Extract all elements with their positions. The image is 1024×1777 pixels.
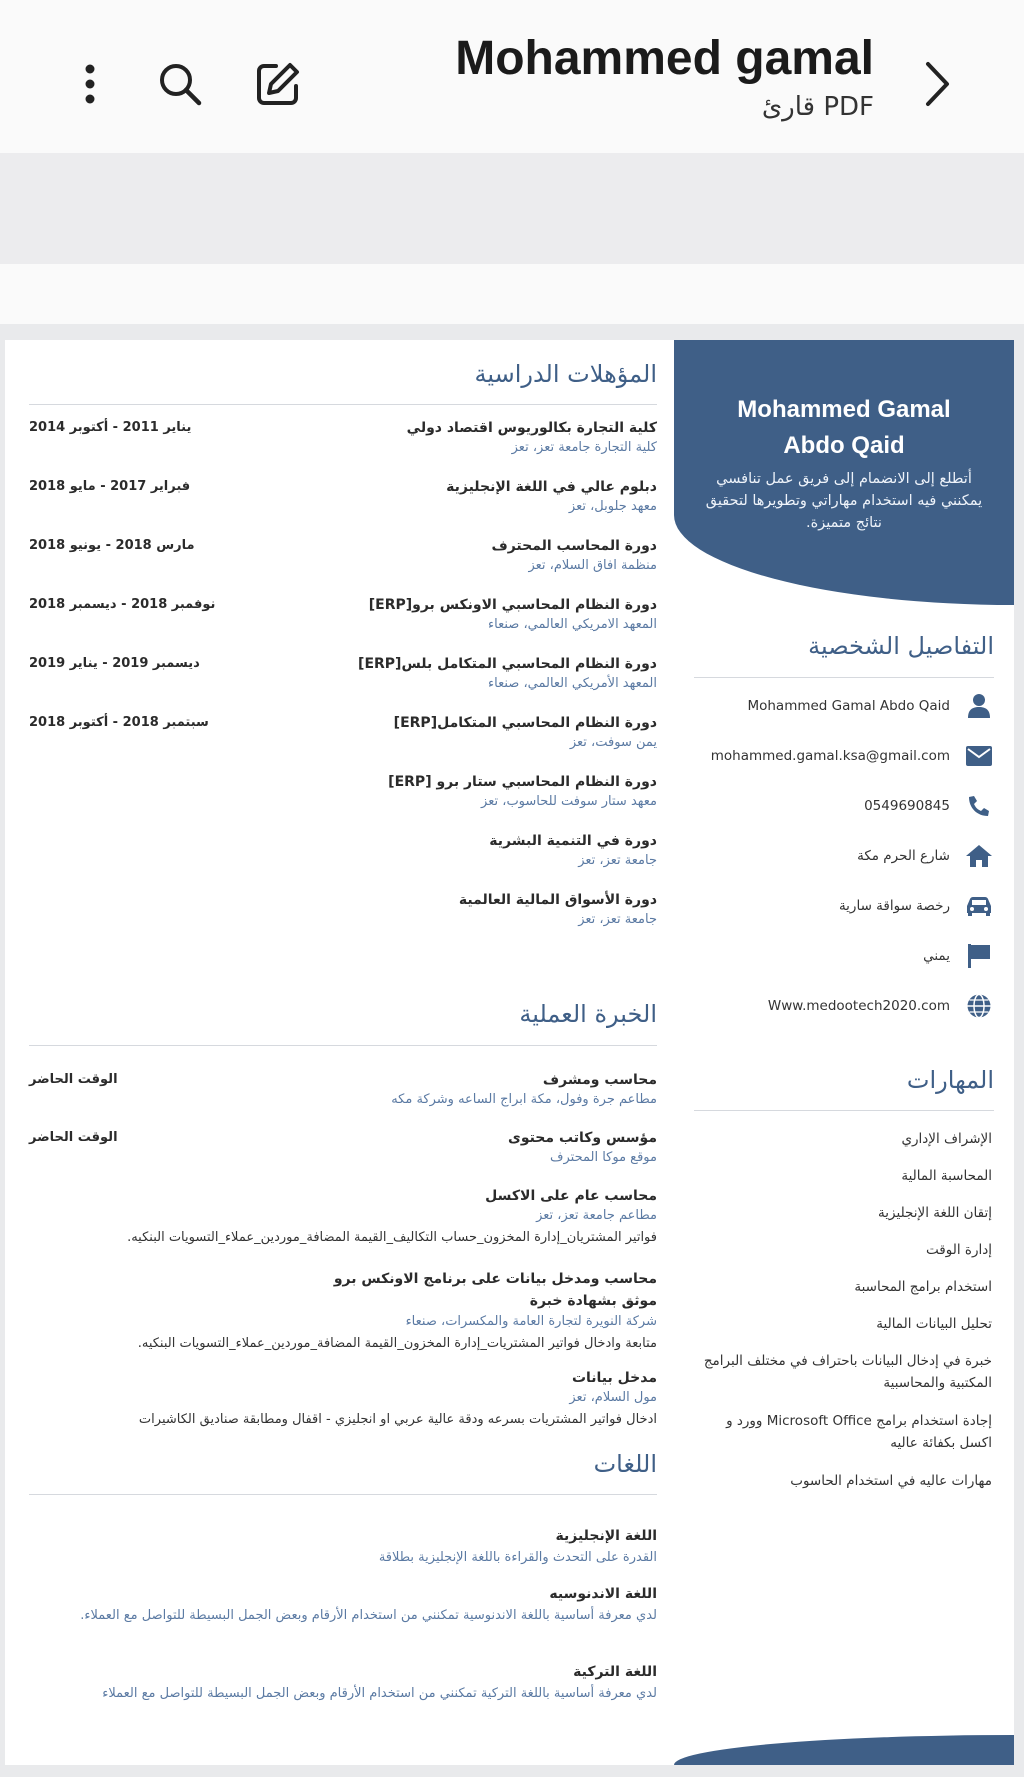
document-title-block [455,30,874,122]
skill-item: خبرة في إدخال البيانات باحتراف في مختلف البرامج المكتبية والمحاسبية [703,1353,992,1391]
entry-title: دبلوم عالي في اللغة الإنجليزية [446,479,657,495]
entry-subtitle: مطاعم جرة وفول، مكة ابراج الساعه وشركة مكه [391,1092,657,1107]
personal-address: شارع الحرم مكة [857,848,950,864]
entry-title: دورة في التنمية البشرية [489,833,657,849]
resume-sidebar [674,340,1014,1765]
entry-date: يناير 2011 - أكتوبر 2014 [29,420,192,435]
entry-date: سبتمبر 2018 - أكتوبر 2018 [29,715,209,730]
email-icon [964,741,994,771]
app-bar [0,0,1024,153]
entry-subtitle: جامعة تعز، تعز [578,853,657,868]
experience-title: الخبرة العملية [519,1000,657,1028]
name-line-2: Abdo Qaid [783,432,905,459]
more-vert-icon[interactable] [58,52,122,116]
chevron-right-icon[interactable] [905,52,969,116]
name-line-1: Mohammed Gamal [737,396,951,423]
languages-title: اللغات [593,1450,657,1478]
entry-subtitle: القدرة على التحدث والقراءة باللغة الإنجليزية بطلاقة [378,1550,657,1565]
personal-email-row [694,738,994,774]
user-icon [964,691,994,721]
toolbar-spacer [0,153,1024,264]
personal-website-row [694,988,994,1024]
entry-subtitle: جامعة تعز، تعز [578,912,657,927]
skill-item: إتقان اللغة الإنجليزية [878,1205,992,1221]
entry-subtitle: لدي معرفة أساسية باللغة التركية تمكنني من استخدام الأرقام وبعض الجمل البسيطة للتواصل مع العملاء [102,1686,657,1701]
personal-phone[interactable]: 0549690845 [864,798,950,814]
sidebar-footer [674,1735,1014,1765]
personal-name-row [694,688,994,724]
phone-icon [964,791,994,821]
entry-title: دورة الأسواق المالية العالمية [458,892,657,908]
entry-subtitle: المعهد الامريكي العالمي، صنعاء [488,617,657,632]
skill-item: المحاسبة المالية [901,1168,992,1184]
entry-subtitle: شركة النويرة لتجارة العامة والمكسرات، صنعاء [405,1314,657,1329]
objective-text: أتطلع إلى الانضمام إلى فريق عمل تنافسي يمكنني فيه استخدام مهاراتي وتطويرها لتحقيق نتائج متميزة. [705,471,983,531]
entry-title: محاسب ومشرف [542,1072,657,1088]
entry-title: دورة النظام المحاسبي المتكامل بلس[ERP] [358,656,657,672]
entry-date: الوقت الحاضر [29,1130,118,1145]
entry-title: مدخل بيانات [571,1370,657,1386]
entry-title: مؤسس وكاتب محتوى [507,1130,657,1146]
entry-title: محاسب ومدخل بيانات على برنامج الاونكس برو موثق بشهادة خبرة [333,1271,657,1309]
resume-name [674,392,1014,464]
entry-title: دورة المحاسب المحترف [491,538,657,554]
education-title: المؤهلات الدراسية [474,360,657,388]
entry-date: الوقت الحاضر [29,1072,118,1087]
entry-title: كلية التجارة بكالوريوس اقتصاد دولي [406,420,657,436]
entry-date: ديسمبر 2019 - يناير 2019 [29,656,200,671]
personal-details-title: التفاصيل الشخصية [808,632,994,660]
entry-description: فواتير المشتريان_إدارة المخزون_حساب التكاليف_القيمة المضافة_موردين_عملاء_التسويات البنكيه. [127,1230,657,1245]
entry-subtitle: منظمة افاق السلام، تعز [528,558,657,573]
divider [29,1494,657,1495]
entry-subtitle: المعهد الأمريكي العالمي، صنعاء [488,676,657,691]
personal-name: Mohammed Gamal Abdo Qaid [747,698,950,714]
flag-icon [964,941,994,971]
entry-date: مارس 2018 - يونيو 2018 [29,538,195,553]
entry-description: ادخال فواتير المشتريات بسرعه ودقة عالية عربي او انجليزي - اقفال ومطابقة صناديق الكاشيرات [138,1412,657,1427]
divider [29,1045,657,1046]
entry-subtitle: لدي معرفة أساسية باللغة الاندنوسية تمكنني من استخدام الأرقام وبعض الجمل البسيطة للتواصل مع العملاء. [80,1608,657,1623]
entry-subtitle: موقع موكا المحترف [550,1150,657,1165]
entry-subtitle: مطاعم جامعة تعز، تعز [536,1208,657,1223]
skill-item: مهارات عاليه في استخدام الحاسوب [790,1473,992,1489]
personal-license-row [694,888,994,924]
entry-title: اللغة الإنجليزية [555,1528,657,1544]
entry-title: اللغة التركية [573,1664,657,1680]
divider [694,677,994,678]
entry-description: متابعة وادخال فواتير المشتريات_إدارة المخزون_القيمة المضافة_موردين_عملاء_التسويات البنكيه. [137,1336,657,1351]
divider [29,404,657,405]
personal-nationality: يمني [923,948,950,964]
skill-item: تحليل البيانات المالية [876,1316,992,1332]
skill-item: إدارة الوقت [926,1242,992,1258]
edit-icon[interactable] [246,52,310,116]
entry-title: اللغة الاندنوسيه [549,1586,657,1602]
search-icon[interactable] [148,52,212,116]
personal-nationality-row [694,938,994,974]
personal-website[interactable]: Www.medootech2020.com [767,998,950,1014]
resume-main [5,340,674,1765]
skill-item: الإشراف الإداري [901,1131,992,1147]
entry-title: دورة النظام المحاسبي المتكامل[ERP] [393,715,657,731]
skill-item: استخدام برامج المحاسبة [854,1279,992,1295]
personal-phone-row [694,788,994,824]
personal-address-row [694,838,994,874]
car-icon [964,891,994,921]
entry-subtitle: كلية التجارة جامعة تعز، تعز [511,440,657,455]
entry-date: فبراير 2017 - مايو 2018 [29,479,191,494]
personal-email[interactable]: mohammed.gamal.ksa@gmail.com [710,748,950,764]
entry-subtitle: معهد جلوبل، تعز [568,499,657,514]
skill-item: إجادة استخدام برامج Microsoft Office وورد و اكسل بكفائة عاليه [726,1413,992,1451]
entry-subtitle: مول السلام، تعز [569,1390,657,1405]
divider [694,1110,994,1111]
entry-title: محاسب عام على الاكسل [485,1188,657,1204]
app-subtitle: قارئ PDF [761,91,874,122]
pdf-page[interactable] [5,340,1014,1765]
entry-subtitle: يمن سوفت، تعز [569,735,657,750]
personal-license: رخصة سواقة سارية [838,898,950,914]
page-gap [0,264,1024,324]
document-title: Mohammed gamal [455,32,874,85]
entry-date: نوفمبر 2018 - ديسمبر 2018 [29,597,216,612]
home-icon [964,841,994,871]
entry-subtitle: معهد ستار سوفت للحاسوب، تعز [481,794,657,809]
skills-title: المهارات [906,1066,994,1094]
globe-icon [964,991,994,1021]
entry-title: دورة النظام المحاسبي ستار برو [ERP] [388,774,657,790]
entry-title: دورة النظام المحاسبي الاونكس برو[ERP] [368,597,657,613]
